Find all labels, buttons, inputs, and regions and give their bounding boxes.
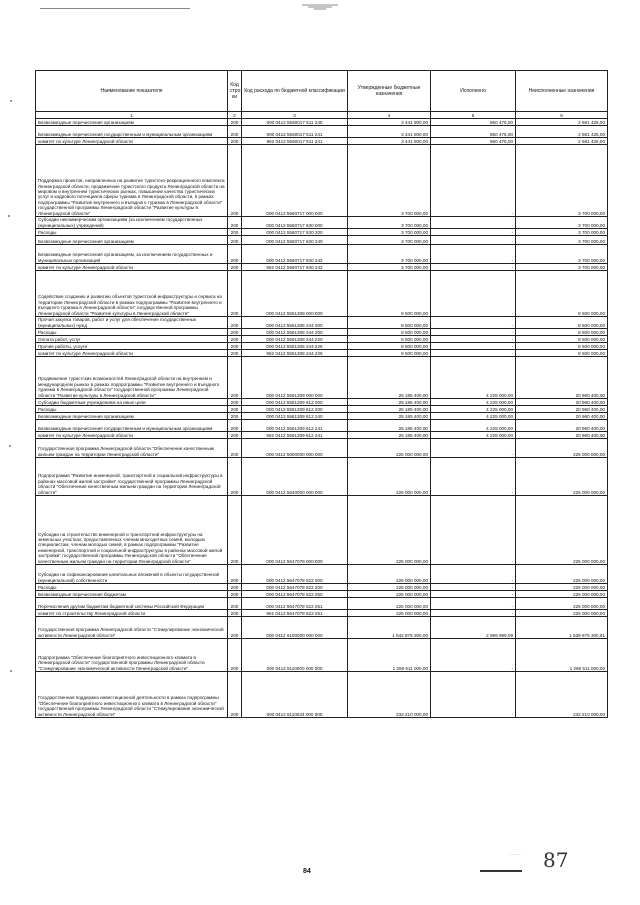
- row-line-code: 200: [228, 357, 242, 399]
- row-remaining: 225 000 000,00: [516, 439, 608, 458]
- row-line-code: 200: [228, 496, 242, 565]
- page-number: 84: [303, 868, 311, 875]
- row-budget-code: 000 0412 5561309 612 240: [242, 413, 348, 420]
- row-budget-code: 000 0412 6100000 000 000: [242, 617, 348, 639]
- row-name: комитет по культуре Ленинградской области: [36, 432, 228, 439]
- row-executed: -: [431, 229, 516, 236]
- row-approved: 225 000 000,00: [348, 584, 431, 591]
- row-remaining: 3 700 000,00: [516, 145, 608, 217]
- row-budget-code: 000 0412 5561309 000 000: [242, 357, 348, 399]
- scan-artifact: [300, 2, 340, 12]
- row-approved: 225 000 000,00: [348, 610, 431, 617]
- row-executed: -: [431, 336, 516, 343]
- table-row: [36, 439, 608, 458]
- row-name: Безвозмездные перечисления государственным и муниципальным организациям: [36, 420, 228, 432]
- row-approved: 3 441 900,00: [348, 138, 431, 145]
- row-name: Субсидии на строительство инженерной и транспортной инфраструктуры на земельных участках, предоставленных членам многодетных семей, молодым специалистам, членам молодых семей, в рамках подпрограммы "Развитие инженерной, транспортной и социальной инфраструктуры в районах массовой жилой застройки" государственной программы Ленинградской области "Обеспечение качественным жильем граждан на территории Ленинградской области": [36, 496, 228, 565]
- row-line-code: 200: [228, 432, 242, 439]
- table-row: [36, 126, 608, 138]
- row-executed: 4 225 000,00: [431, 357, 516, 399]
- row-approved: 225 000 000,00: [348, 565, 431, 584]
- row-budget-code: 000 0412 5647078 000 000: [242, 496, 348, 565]
- header-approved: Утвержденные бюджетные назначения: [348, 71, 431, 112]
- table-row: [36, 432, 608, 439]
- table-row: [36, 245, 608, 264]
- header-budget-code: Код расхода по бюджетной классификации: [242, 71, 348, 112]
- row-line-code: 200: [228, 639, 242, 672]
- row-name: комитет по культуре Ленинградской области: [36, 264, 228, 271]
- row-budget-code: 000 0412 5560717 000 000: [242, 145, 348, 217]
- row-line-code: 200: [228, 584, 242, 591]
- table-row: [36, 236, 608, 245]
- row-line-code: 200: [228, 439, 242, 458]
- row-name: Прочая закупка товаров, работ и услуг для обеспечения государственных (муниципальных) нужд: [36, 317, 228, 329]
- row-remaining: 232 210 000,00: [516, 672, 608, 718]
- row-executed: 860 475,00: [431, 126, 516, 138]
- row-name: Продвижение туристских возможностей Ленинградской области на внутреннем и международном рынках в рамках подпрограммы "Развитие внутреннего и въездного туризма в Ленинградской области" государственной программы Ленинградской области "Развитие культуры в Ленинградской области": [36, 357, 228, 399]
- header-line-code: Код стро ки: [228, 71, 242, 112]
- row-budget-code: 962 0412 5561309 612 241: [242, 432, 348, 439]
- row-executed: -: [431, 350, 516, 357]
- table-row: [36, 565, 608, 584]
- table-row: [36, 217, 608, 229]
- column-number: 2: [228, 112, 242, 119]
- row-line-code: 200: [228, 399, 242, 406]
- row-approved: 232 210 000,00: [348, 672, 431, 718]
- report-page: [35, 70, 607, 718]
- row-line-code: 200: [228, 236, 242, 245]
- table-row: [36, 610, 608, 617]
- row-approved: 25 185 400,00: [348, 420, 431, 432]
- row-approved: 3 700 000,00: [348, 264, 431, 271]
- column-number: 1: [36, 112, 228, 119]
- table-row: [36, 264, 608, 271]
- row-remaining: 225 000 000,00: [516, 496, 608, 565]
- row-approved: 8 500 000,00: [348, 271, 431, 317]
- margin-dot: [9, 445, 11, 447]
- row-budget-code: 000 0412 5561308 244 000: [242, 317, 348, 329]
- table-row: [36, 639, 608, 672]
- row-executed: 2 999 999,09: [431, 617, 516, 639]
- row-budget-code: 000 0412 5647078 522 250: [242, 591, 348, 598]
- row-approved: 225 000 000,00: [348, 439, 431, 458]
- row-remaining: 225 000 000,00: [516, 458, 608, 496]
- row-budget-code: 962 0412 5560717 630 242: [242, 264, 348, 271]
- row-executed: -: [431, 598, 516, 610]
- row-approved: 225 000 000,00: [348, 598, 431, 610]
- row-budget-code: 000 0412 6110000 000 000: [242, 639, 348, 672]
- row-approved: 3 700 000,00: [348, 217, 431, 229]
- row-remaining: 3 700 000,00: [516, 229, 608, 236]
- row-approved: 25 185 400,00: [348, 406, 431, 413]
- column-number: 5: [431, 112, 516, 119]
- table-row: [36, 672, 608, 718]
- row-name: комитет по культуре Ленинградской области: [36, 138, 228, 145]
- row-line-code: 200: [228, 126, 242, 138]
- row-line-code: 200: [228, 610, 242, 617]
- table-row: [36, 145, 608, 217]
- row-approved: 8 500 000,00: [348, 350, 431, 357]
- row-approved: 8 500 000,00: [348, 317, 431, 329]
- row-line-code: 200: [228, 406, 242, 413]
- row-line-code: 200: [228, 229, 242, 236]
- row-executed: 4 225 000,00: [431, 399, 516, 406]
- row-remaining: 20 960 400,00: [516, 420, 608, 432]
- table-row: [36, 617, 608, 639]
- row-budget-code: 000 0412 6110634 000 000: [242, 672, 348, 718]
- row-remaining: 225 000 000,00: [516, 591, 608, 598]
- row-budget-code: 000 0412 5600000 000 000: [242, 439, 348, 458]
- row-executed: -: [431, 496, 516, 565]
- row-name: Безвозмездные перечисления организациям: [36, 413, 228, 420]
- row-name: Содействие созданию и развитию объектов туристской инфраструктуры и сервиса на территории Ленинградской области в рамках подпрограммы "Развитие внутреннего и въездного туризма в Ленинградской области" государственной программы Ленинградской области "Развитие культуры в Ленинградской области": [36, 271, 228, 317]
- row-line-code: 200: [228, 264, 242, 271]
- table-row: [36, 413, 608, 420]
- row-executed: -: [431, 584, 516, 591]
- row-name: Перечисления другим бюджетам бюджетной системы Российской Федерации: [36, 598, 228, 610]
- header-indicator-name: Наименование показателя: [36, 71, 228, 112]
- row-executed: 4 225 000,00: [431, 413, 516, 420]
- margin-dot: [10, 670, 12, 672]
- row-line-code: 200: [228, 329, 242, 336]
- row-budget-code: 000 0412 5561308 000 000: [242, 271, 348, 317]
- table-row: [36, 329, 608, 336]
- row-name: Расходы: [36, 329, 228, 336]
- row-remaining: 2 581 425,00: [516, 138, 608, 145]
- row-remaining: 8 500 000,00: [516, 336, 608, 343]
- row-budget-code: 962 0412 5561308 244 226: [242, 350, 348, 357]
- table-row: [36, 399, 608, 406]
- row-line-code: 200: [228, 343, 242, 350]
- row-budget-code: 000 0412 5647078 522 200: [242, 584, 348, 591]
- row-budget-code: 000 0412 5561309 612 000: [242, 399, 348, 406]
- row-executed: 4 225 000,00: [431, 406, 516, 413]
- row-remaining: 20 960 400,00: [516, 413, 608, 420]
- row-line-code: 200: [228, 350, 242, 357]
- row-line-code: 200: [228, 413, 242, 420]
- row-line-code: 200: [228, 598, 242, 610]
- row-line-code: 200: [228, 138, 242, 145]
- row-name: Безвозмездные перечисления организациям: [36, 236, 228, 245]
- table-row: [36, 406, 608, 413]
- row-executed: -: [431, 236, 516, 245]
- table-row: [36, 343, 608, 350]
- row-remaining: 225 000 000,00: [516, 565, 608, 584]
- table-row: [36, 271, 608, 317]
- table-row: [36, 584, 608, 591]
- column-number: 3: [242, 112, 348, 119]
- row-executed: -: [431, 591, 516, 598]
- header-remaining: Неисполненные назначения: [516, 71, 608, 112]
- row-approved: 8 500 000,00: [348, 336, 431, 343]
- table-row: [36, 591, 608, 598]
- table-row: [36, 458, 608, 496]
- table-row: [36, 350, 608, 357]
- row-remaining: 20 960 400,00: [516, 399, 608, 406]
- row-budget-code: 000 0412 5560017 611 241: [242, 126, 348, 138]
- row-budget-code: 962 0412 5560017 611 241: [242, 138, 348, 145]
- row-remaining: 225 000 000,00: [516, 584, 608, 591]
- row-line-code: 200: [228, 245, 242, 264]
- row-remaining: 8 500 000,00: [516, 329, 608, 336]
- table-row: [36, 357, 608, 399]
- row-budget-code: 000 0412 5561308 244 220: [242, 336, 348, 343]
- row-approved: 25 185 400,00: [348, 399, 431, 406]
- stamp-mark: · · · ·: [510, 852, 521, 858]
- row-executed: -: [431, 271, 516, 317]
- row-name: Субсидии бюджетным учреждениям на иные цели: [36, 399, 228, 406]
- row-remaining: 3 700 000,00: [516, 264, 608, 271]
- handwritten-page-stamp: 87: [543, 848, 569, 872]
- row-executed: -: [431, 343, 516, 350]
- row-line-code: 200: [228, 145, 242, 217]
- row-approved: 3 700 000,00: [348, 245, 431, 264]
- row-name: Расходы: [36, 584, 228, 591]
- row-name: Государственная программа Ленинградской области "Стимулирование экономической активности Ленинградской области": [36, 617, 228, 639]
- row-line-code: 200: [228, 317, 242, 329]
- table-row: [36, 420, 608, 432]
- row-name: комитет по строительству Ленинградской области: [36, 610, 228, 617]
- row-name: Подпрограмма "Обеспечение благоприятного инвестиционного климата в Ленинградской области" государственной программы Ленинградской области "Стимулирование экономической активности Ленинградской области": [36, 639, 228, 672]
- row-executed: -: [431, 329, 516, 336]
- row-approved: 1 268 511 000,00: [348, 639, 431, 672]
- row-name: Безвозмездные перечисления организациям: [36, 119, 228, 126]
- row-executed: -: [431, 565, 516, 584]
- row-approved: 25 185 400,00: [348, 432, 431, 439]
- header-executed: Исполнено: [431, 71, 516, 112]
- row-budget-code: 000 0412 5561308 244 226: [242, 343, 348, 350]
- row-line-code: 200: [228, 565, 242, 584]
- expenditure-table: [35, 70, 608, 718]
- row-executed: -: [431, 610, 516, 617]
- row-line-code: 200: [228, 672, 242, 718]
- row-name: Подпрограмма "Развитие инженерной, транспортной и социальной инфраструктуры в районах массовой жилой застройки" государственной программы Ленинградской области "Обеспечение качественным жильем граждан на территории Ленинградской области": [36, 458, 228, 496]
- row-executed: -: [431, 317, 516, 329]
- row-executed: -: [431, 639, 516, 672]
- row-approved: 3 700 000,00: [348, 145, 431, 217]
- row-executed: -: [431, 672, 516, 718]
- row-name: Безвозмездные перечисления организациям, за исключением государственных и муниципальных организаций: [36, 245, 228, 264]
- row-line-code: 200: [228, 591, 242, 598]
- row-approved: 3 700 000,00: [348, 236, 431, 245]
- row-name: Государственная программа Ленинградской области "Обеспечение качественным жильем граждан на территории Ленинградской области": [36, 439, 228, 458]
- row-name: Поддержка проектов, направленных на развитие туристско-рекреационного комплекса Ленинградской области, продвижение туристского продукта Ленинградской области на мировом и внутреннем туристических рынках, повышение качества туристических услуг и кадрового потенциала сферы туризма в Ленинградской области, в рамках подпрограммы "Развитие внутреннего и въездного туризма в Ленинградской области" государственной программы Ленинградской области "Развитие культуры в Ленинградской области": [36, 145, 228, 217]
- table-header-row: [36, 71, 608, 112]
- row-executed: 4 225 000,00: [431, 432, 516, 439]
- row-name: Безвозмездные перечисления бюджетам: [36, 591, 228, 598]
- row-approved: 8 500 000,00: [348, 343, 431, 350]
- row-executed: 4 225 000,00: [431, 420, 516, 432]
- row-name: Прочие работы, услуги: [36, 343, 228, 350]
- row-budget-code: 000 0412 5647078 522 251: [242, 598, 348, 610]
- table-row: [36, 598, 608, 610]
- table-row: [36, 119, 608, 126]
- row-budget-code: 000 0412 5561309 612 241: [242, 420, 348, 432]
- row-executed: -: [431, 458, 516, 496]
- table-row: [36, 317, 608, 329]
- table-row: [36, 496, 608, 565]
- row-remaining: 3 700 000,00: [516, 236, 608, 245]
- row-line-code: 200: [228, 336, 242, 343]
- column-number: 4: [348, 112, 431, 119]
- row-remaining: 3 700 000,00: [516, 217, 608, 229]
- row-executed: -: [431, 245, 516, 264]
- row-approved: 25 185 400,00: [348, 357, 431, 399]
- row-approved: 3 441 900,00: [348, 126, 431, 138]
- row-name: Оплата работ, услуг: [36, 336, 228, 343]
- table-row: [36, 336, 608, 343]
- row-name: Безвозмездные перечисления государственным и муниципальным организациям: [36, 126, 228, 138]
- row-approved: 1 542 875 300,00: [348, 617, 431, 639]
- row-executed: -: [431, 217, 516, 229]
- row-executed: 860 475,00: [431, 119, 516, 126]
- row-remaining: 1 539 875 300,91: [516, 617, 608, 639]
- row-budget-code: 000 0412 5640000 000 000: [242, 458, 348, 496]
- row-remaining: 2 581 425,00: [516, 119, 608, 126]
- row-remaining: 225 000 000,00: [516, 598, 608, 610]
- row-remaining: 225 000 000,00: [516, 610, 608, 617]
- row-budget-code: 000 0412 5560717 630 000: [242, 217, 348, 229]
- row-executed: -: [431, 145, 516, 217]
- margin-dot: [10, 100, 12, 102]
- row-line-code: 200: [228, 217, 242, 229]
- row-budget-code: 000 0412 5561308 244 200: [242, 329, 348, 336]
- row-remaining: 2 581 425,00: [516, 126, 608, 138]
- row-remaining: 20 960 400,00: [516, 406, 608, 413]
- row-line-code: 200: [228, 420, 242, 432]
- row-budget-code: 000 0412 5561309 612 200: [242, 406, 348, 413]
- row-executed: 860 475,00: [431, 138, 516, 145]
- row-line-code: 200: [228, 458, 242, 496]
- row-approved: 3 700 000,00: [348, 229, 431, 236]
- row-approved: 25 185 400,00: [348, 413, 431, 420]
- row-executed: -: [431, 264, 516, 271]
- row-approved: 225 000 000,00: [348, 496, 431, 565]
- row-approved: 225 000 000,00: [348, 458, 431, 496]
- row-name: Расходы: [36, 229, 228, 236]
- table-body: [36, 119, 608, 718]
- row-budget-code: 000 0412 5560017 611 240: [242, 119, 348, 126]
- row-name: Государственная поддержка инвестиционной деятельности в рамках подпрограммы "Обеспечение благоприятного инвестиционного климата в Ленинградской области" государственной программы Ленинградской области "Стимулирование экономической активности Ленинградской области": [36, 672, 228, 718]
- margin-dot: [8, 215, 10, 217]
- row-remaining: 8 500 000,00: [516, 343, 608, 350]
- table-row: [36, 138, 608, 145]
- row-approved: 3 441 900,00: [348, 119, 431, 126]
- row-line-code: 200: [228, 271, 242, 317]
- stamp-underline: [480, 870, 522, 872]
- row-remaining: 1 268 511 000,00: [516, 639, 608, 672]
- row-remaining: 20 960 400,00: [516, 357, 608, 399]
- row-budget-code: 000 0412 5560717 630 240: [242, 236, 348, 245]
- row-name: Расходы: [36, 406, 228, 413]
- row-budget-code: 000 0412 5560717 630 200: [242, 229, 348, 236]
- top-rule: [40, 8, 190, 9]
- row-line-code: 200: [228, 617, 242, 639]
- row-remaining: 8 500 000,00: [516, 350, 608, 357]
- row-name: комитет по культуре Ленинградской области: [36, 350, 228, 357]
- row-budget-code: 000 0412 5647078 522 000: [242, 565, 348, 584]
- row-approved: 225 000 000,00: [348, 591, 431, 598]
- table-row: [36, 229, 608, 236]
- row-executed: -: [431, 439, 516, 458]
- row-line-code: 200: [228, 119, 242, 126]
- row-remaining: 20 960 400,00: [516, 432, 608, 439]
- row-approved: 8 500 000,00: [348, 329, 431, 336]
- row-remaining: 3 700 000,00: [516, 245, 608, 264]
- row-budget-code: 961 0412 5647078 522 251: [242, 610, 348, 617]
- column-number: 6: [516, 112, 608, 119]
- row-remaining: 8 500 000,00: [516, 271, 608, 317]
- row-budget-code: 000 0412 5560717 630 242: [242, 245, 348, 264]
- row-name: Субсидии некоммерческим организациям (за исключением государственных (муниципальных) учреждений): [36, 217, 228, 229]
- row-name: Субсидии на софинансирование капитальных вложений в объекты государственной (муниципальной) собственности: [36, 565, 228, 584]
- column-number-row: [36, 112, 608, 119]
- row-remaining: 8 500 000,00: [516, 317, 608, 329]
